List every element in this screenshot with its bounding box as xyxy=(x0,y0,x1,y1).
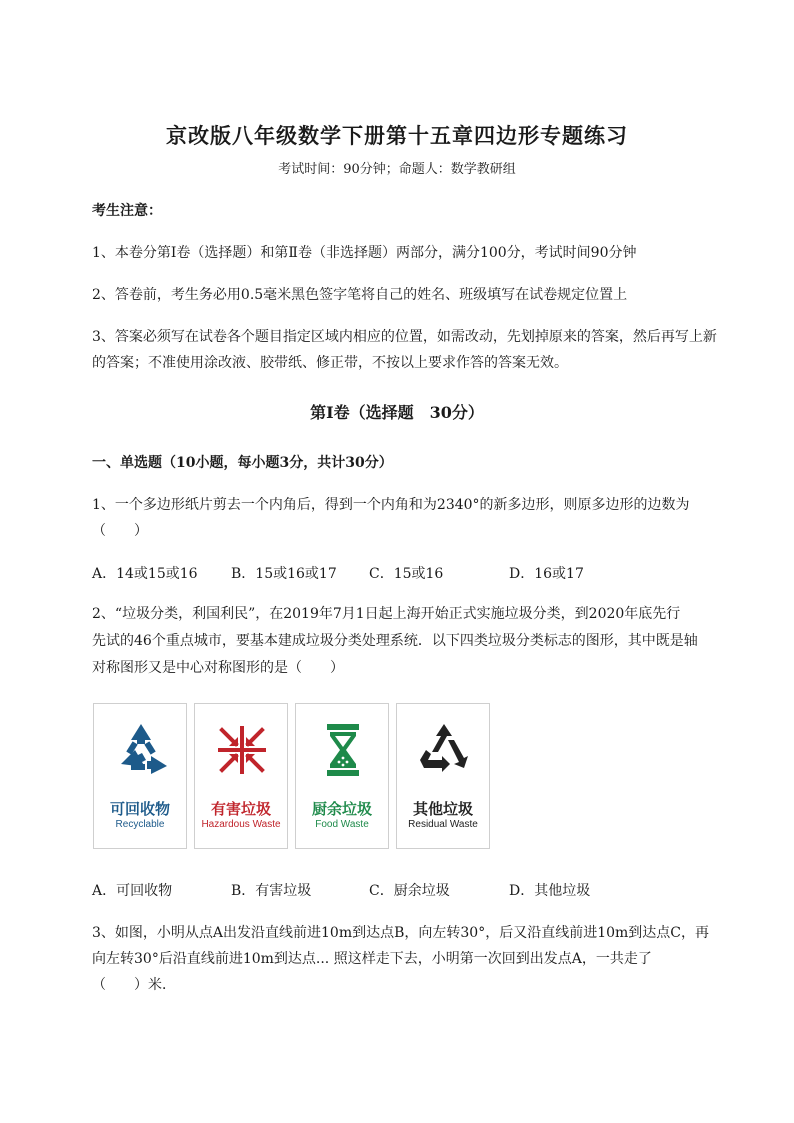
question-1-line2: （ ） xyxy=(92,523,148,539)
part-heading: 一、单选题（10小题，每小题3分，共计30分） xyxy=(92,455,393,471)
sign-label-cn: 厨余垃圾 xyxy=(311,800,372,818)
question-1-line1: 1、一个多边形纸片剪去一个内角后，得到一个内角和为2340°的新多边形，则原多边形的边数为 xyxy=(92,497,690,513)
sign-label-cn: 其他垃圾 xyxy=(412,800,473,818)
notice-heading: 考生注意： xyxy=(92,203,162,219)
sign-card-food xyxy=(295,703,389,849)
page-title: 京改版八年级数学下册第十五章四边形专题练习 xyxy=(166,123,628,148)
sign-label-cn: 可回收物 xyxy=(109,800,170,818)
question-2-line1: 2、“垃圾分类，利国利民”，在2019年7月1日起上海开始正式实施垃圾分类，到2020年底先行 xyxy=(92,606,681,622)
notice-item-3-line2: 的答案；不准使用涂改液、胶带纸、修正带，不按以上要求作答的答案无效。 xyxy=(92,355,568,371)
notice-item-2: 2、答卷前，考生务必用0.5毫米黑色签字笔将自己的姓名、班级填写在试卷规定位置上 xyxy=(92,287,628,303)
sign-label-cn: 有害垃圾 xyxy=(210,800,271,818)
sign-label-en: Food Waste xyxy=(315,819,369,830)
question-2-line2: 先试的46个重点城市，要基本建成垃圾分类处理系统．以下四类垃圾分类标志的图形，其中既是轴 xyxy=(92,633,698,649)
question-3-line1: 3、如图，小明从点A出发沿直线前进10m到达点B，向左转30°，后又沿直线前进10m到达点C，再 xyxy=(92,925,710,941)
question-1-option-b: B．15或16或17 xyxy=(231,566,337,582)
sign-label-en: Residual Waste xyxy=(408,819,478,830)
residual-arrows-icon xyxy=(414,720,474,780)
question-3-line2: 向左转30°后沿直线前进10m到达点... 照这样走下去，小明第一次回到出发点A，一共走了 xyxy=(92,951,652,967)
question-2-option-d: D．其他垃圾 xyxy=(509,883,591,899)
question-2-option-c: C．厨余垃圾 xyxy=(369,883,450,899)
notice-item-1: 1、本卷分第Ⅰ卷（选择题）和第Ⅱ卷（非选择题）两部分，满分100分，考试时间90分钟 xyxy=(92,245,637,261)
sign-label-en: Hazardous Waste xyxy=(201,819,281,830)
sign-label-en: Recyclable xyxy=(115,819,165,830)
hourglass-icon xyxy=(313,720,373,780)
notice-item-3-line1: 3、答案必须写在试卷各个题目指定区域内相应的位置，如需改动，先划掉原来的答案，然后再写上新 xyxy=(92,329,717,345)
question-1-option-a: A．14或15或16 xyxy=(92,566,198,582)
section-title: 第Ⅰ卷（选择题 30分） xyxy=(310,403,484,422)
question-1-option-c: C．15或16 xyxy=(369,566,444,582)
sign-card-residual xyxy=(396,703,490,849)
question-2-option-a: A．可回收物 xyxy=(92,883,173,899)
sign-card-recyclable xyxy=(93,703,187,849)
hazard-cross-arrows-icon xyxy=(212,720,272,780)
recycle-arrows-icon xyxy=(111,720,171,780)
question-1-option-d: D．16或17 xyxy=(509,566,584,582)
exam-info: 考试时间：90分钟；命题人：数学教研组 xyxy=(278,162,516,177)
question-3-line3: （ ）米． xyxy=(92,977,176,993)
sign-card-hazardous xyxy=(194,703,288,849)
question-2-line3: 对称图形又是中心对称图形的是（ ） xyxy=(92,660,344,676)
question-2-option-b: B．有害垃圾 xyxy=(231,883,312,899)
